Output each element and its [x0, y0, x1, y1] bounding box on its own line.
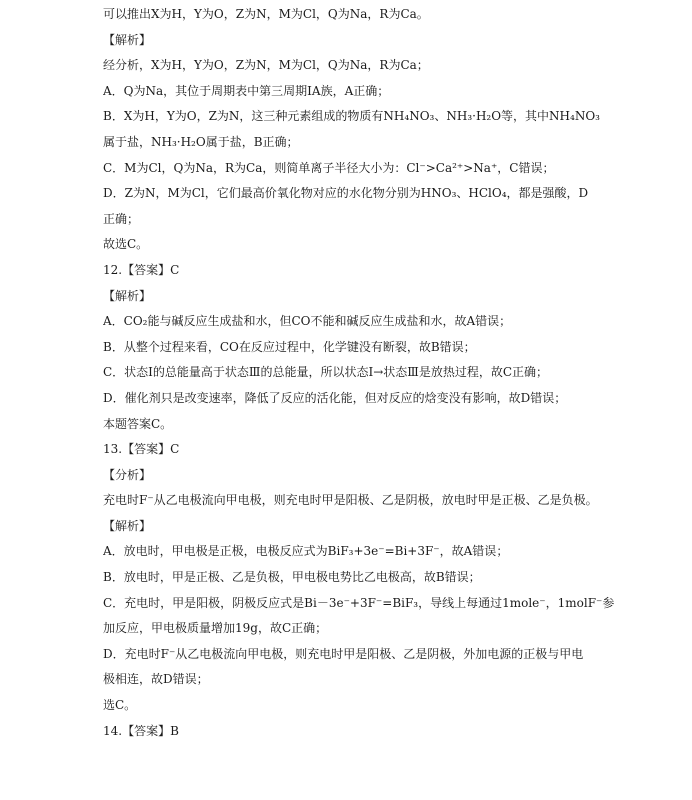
- text-line: 经分析，X为H，Y为O，Z为N，M为Cl，Q为Na，R为Ca；: [103, 58, 429, 73]
- text-line: 充电时F⁻从乙电极流向甲电极，则充电时甲是阳极、乙是阴极，放电时甲是正极、乙是负极。: [103, 493, 598, 508]
- option-a-line: A．放电时，甲电极是正极，电极反应式为BiF₃+3e⁻=Bi+3F⁻，故A错误；: [103, 544, 509, 559]
- text-line: 可以推出X为H，Y为O，Z为N，M为Cl，Q为Na，R为Ca。: [103, 7, 429, 21]
- option-b-line: B．X为H，Y为O，Z为N，这三种元素组成的物质有NH₄NO₃、NH₃·H₂O等，其中NH₄NO₃: [103, 109, 600, 124]
- option-d-line-cont: 极相连，故D错误；: [103, 672, 209, 687]
- option-c-line: C．充电时，甲是阳极，阴极反应式是Bi－3e⁻+3F⁻=BiF₃，导线上每通过1mole⁻，1molF⁻参: [103, 595, 615, 610]
- option-b-line: B．从整个过程来看，CO在反应过程中，化学键没有断裂，故B错误；: [103, 339, 476, 354]
- option-b-line-cont: 属于盐，NH₃·H₂O属于盐，B正确；: [103, 134, 299, 149]
- section-heading-analysis: 【解析】: [103, 32, 152, 47]
- answer-heading-14: 14.【答案】B: [103, 723, 179, 738]
- section-heading-analysis: 【解析】: [103, 288, 152, 303]
- conclusion-line: 本题答案C。: [103, 416, 173, 431]
- section-heading-analysis: 【解析】: [103, 518, 152, 533]
- option-c-line: C．M为Cl，Q为Na，R为Ca，则简单离子半径大小为：Cl⁻>Ca²⁺>Na⁺，C错误；: [103, 160, 555, 175]
- answer-heading-13: 13.【答案】C: [103, 442, 180, 457]
- option-a-line: A．CO₂能与碱反应生成盐和水，但CO不能和碱反应生成盐和水，故A错误；: [103, 314, 512, 329]
- section-heading-analysis-pre: 【分析】: [103, 467, 152, 482]
- option-d-line: D．Z为N，M为Cl，它们最高价氧化物对应的水化物分别为HNO₃、HClO₄，都是强酸，D: [103, 186, 589, 201]
- option-c-line-cont: 加反应，甲电极质量增加19g，故C正确；: [103, 621, 328, 636]
- conclusion-line: 故选C。: [103, 237, 149, 252]
- option-d-line-cont: 正确；: [103, 211, 140, 226]
- option-d-line: D．充电时F⁻从乙电极流向甲电极，则充电时甲是阳极、乙是阴极，外加电源的正极与甲电: [103, 646, 584, 661]
- conclusion-line: 选C。: [103, 698, 137, 713]
- option-a-line: A．Q为Na，其位于周期表中第三周期ⅠA族，A正确；: [103, 83, 390, 98]
- answer-heading-12: 12.【答案】C: [103, 262, 180, 277]
- option-c-line: C．状态Ⅰ的总能量高于状态Ⅲ的总能量，所以状态Ⅰ→状态Ⅲ是放热过程，故C正确；: [103, 365, 549, 380]
- option-b-line: B．放电时，甲是正极、乙是负极，甲电极电势比乙电极高，故B错误；: [103, 570, 481, 585]
- option-d-line: D．催化剂只是改变速率，降低了反应的活化能，但对反应的焓变没有影响，故D错误；: [103, 390, 567, 405]
